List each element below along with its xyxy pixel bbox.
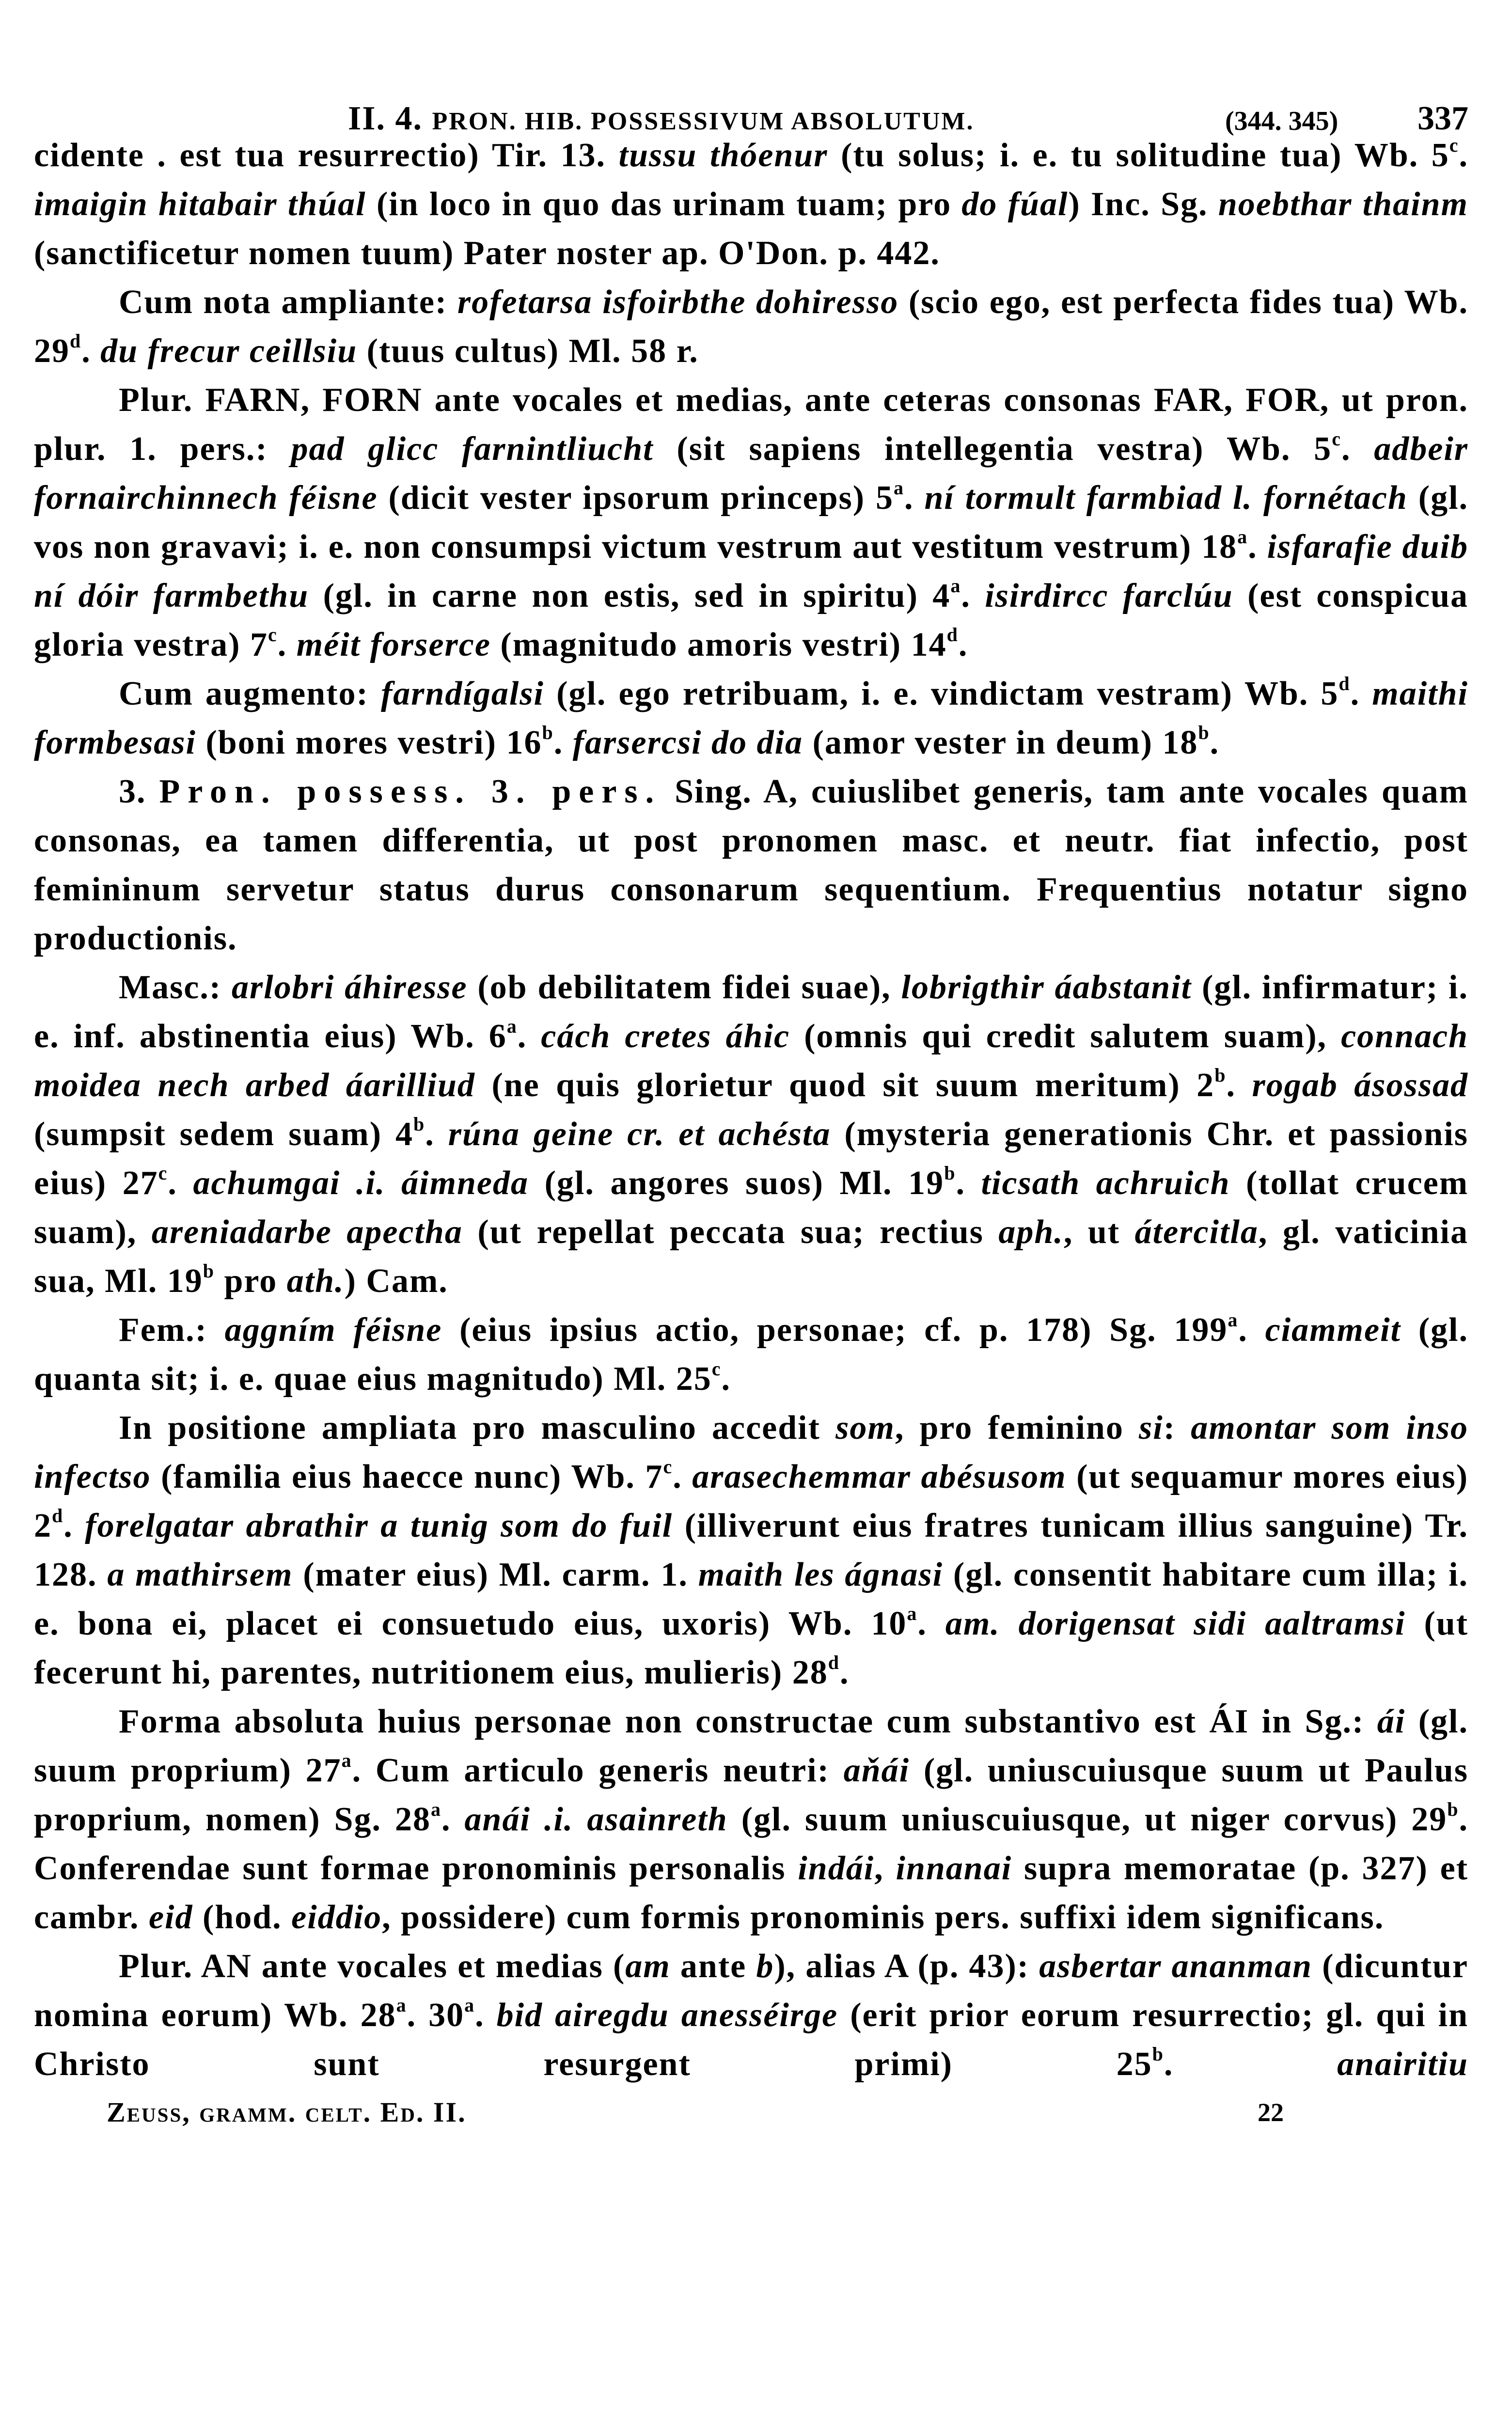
folio-superscript: a (894, 477, 905, 499)
irish-gloss-italic: b (756, 1948, 774, 1985)
folio-superscript: b (413, 1113, 425, 1135)
text-run: . (904, 479, 925, 517)
irish-gloss-italic: ní tormult farmbiad l. fornétach (924, 479, 1408, 517)
text-run: . (441, 1801, 465, 1838)
text-run: In positione ampliata pro masculino accedit (119, 1409, 836, 1447)
folio-superscript: a (341, 1749, 352, 1771)
irish-gloss-italic: du frecur ceillsiu (100, 332, 358, 370)
irish-gloss-italic: aňái (843, 1752, 910, 1789)
text-run: (est conspicua gloria vestra) 7 (34, 577, 1468, 663)
text-run: Fem.: (119, 1311, 225, 1349)
irish-gloss-italic: aggním féisne (224, 1311, 442, 1349)
text-run: . (553, 724, 573, 761)
header-section-number: II. 4. (348, 100, 423, 137)
text-run: (ut repellat peccata sua; rectius (462, 1213, 999, 1251)
irish-gloss-italic: asbertar ananman (1039, 1948, 1312, 1985)
text-run: . (1459, 137, 1468, 174)
text-run: . (63, 1507, 85, 1544)
text-run: , gl. vaticinia sua, Ml. 19 (34, 1213, 1468, 1300)
text-run: (gl. suum proprium) 27 (34, 1703, 1469, 1789)
text-run: . (956, 1164, 981, 1202)
folio-superscript: d (1339, 673, 1351, 694)
text-run: (gl. ego retribuam, i. e. vindictam vestram) Wb. 5 (544, 675, 1339, 712)
text-run: Plur. FARN, FORN ante vocales et medias, ante ceteras consonas FAR, FOR, ut pron. plur. 1. pers.: (34, 381, 1468, 468)
text-run: (erit prior eorum resurrectio; gl. qui in Christo sunt resurgent primi) 25 (34, 1997, 1469, 2083)
paragraph (34, 767, 1468, 963)
footer-sheet-number: 22 (1258, 2098, 1284, 2127)
text-run: . (917, 1605, 945, 1642)
text-run: (sumpsit sedem suam) 4 (34, 1116, 414, 1153)
folio-superscript: c (158, 1162, 168, 1184)
folio-superscript: c (711, 1358, 722, 1380)
irish-gloss-italic: átercitla (1134, 1213, 1259, 1251)
text-run: (ob debilitatem fidei suae), (467, 969, 901, 1006)
folio-superscript: c (1332, 428, 1341, 450)
text-run: (gl. angores suos) Ml. 19 (528, 1164, 945, 1202)
text-run: Plur. AN ante vocales et medias ( (119, 1948, 626, 1985)
text-run: Cum augmento: (119, 675, 381, 712)
irish-gloss-italic: do fúal (961, 186, 1069, 223)
folio-superscript: c (268, 624, 278, 645)
text-run: (ut fecerunt hi, parentes, nutritionem eius, mulieris) 28 (34, 1605, 1469, 1691)
text-run: (gl. quanta sit; i. e. quae eius magnitudo) Ml. 25 (34, 1311, 1468, 1398)
folio-superscript: b (203, 1260, 215, 1282)
irish-gloss-italic: ath. (286, 1262, 345, 1300)
text-run: . (168, 1164, 193, 1202)
text-run: (dicit vester ipsorum princeps) 5 (378, 479, 894, 517)
header-section-refs: (344. 345) (1225, 106, 1339, 136)
text-run: (gl. consentit habitare cum illa; i. e. bona ei, placet ei consuetudo eius, uxoris) Wb. 10 (34, 1556, 1469, 1642)
irish-gloss-italic: farndígalsi (380, 675, 545, 712)
paragraph (34, 1403, 1468, 1697)
text-run: , possidere) cum formis pronominis pers. suffixi idem significans. (382, 1899, 1385, 1936)
text-run: (mysteria generationis Chr. et passionis eius) 27 (34, 1116, 1469, 1202)
irish-gloss-italic: anái .i. asainreth (464, 1801, 728, 1838)
paragraph (34, 1306, 1468, 1403)
irish-gloss-italic: eid (148, 1899, 193, 1936)
folio-superscript: d (52, 1505, 64, 1526)
irish-gloss-italic: a mathirsem (107, 1556, 293, 1593)
folio-superscript: a (396, 1994, 407, 2016)
irish-gloss-italic: achumgai .i. áimneda (193, 1164, 529, 1202)
text-run: . (1164, 2045, 1338, 2083)
text-run: . (1238, 1311, 1265, 1349)
text-run: . Conferendae sunt formae pronominis personalis (34, 1801, 1468, 1887)
irish-gloss-italic: forelgatar abrathir a tunig som do fuil (85, 1507, 673, 1544)
irish-gloss-italic: isirdircc farclúu (985, 577, 1233, 614)
text-run: ) Inc. Sg. (1068, 186, 1218, 223)
folio-superscript: a (506, 1015, 518, 1037)
irish-gloss-italic: aph. (998, 1213, 1064, 1251)
text-run: . (1210, 724, 1220, 761)
text-run: (boni mores vestri) 16 (196, 724, 542, 761)
text-run: Cum nota ampliante: (119, 283, 457, 321)
text-run: , (874, 1850, 896, 1887)
irish-gloss-italic: imaigin hitabair thúal (34, 186, 366, 223)
folio-superscript: a (1237, 526, 1248, 548)
text-run: . Cum articulo generis neutri: (352, 1752, 844, 1789)
irish-gloss-italic: arlobri áhiresse (232, 969, 468, 1006)
text-run: 3. (119, 773, 159, 810)
folio-superscript: b (542, 722, 554, 743)
folio-superscript: b (1198, 722, 1210, 743)
paragraph (34, 669, 1468, 767)
text-run: (eius ipsius actio, personae; cf. p. 178) Sg. 199 (442, 1311, 1228, 1349)
text-run: (in loco in quo das urinam tuam; pro (366, 186, 962, 223)
text-run: (tollat crucem suam), (34, 1164, 1469, 1251)
text-run: supra memoratae (p. 327) et cambr. (34, 1850, 1469, 1936)
text-run: (gl. infirmatur; i. e. inf. abstinentia eius) Wb. 6 (34, 969, 1468, 1055)
text-run: (tuus cultus) Ml. 58 r. (357, 332, 699, 370)
text-run: : (1163, 1409, 1191, 1447)
irish-gloss-italic: cách cretes áhic (541, 1018, 790, 1055)
text-run: Pron. possess. 3. pers. (159, 773, 662, 810)
folio-superscript: a (950, 575, 961, 597)
paragraph (34, 278, 1468, 376)
text-run: (gl. suum uniuscuiusque, ut niger corvus) 29 (727, 1801, 1448, 1838)
folio-superscript: a (907, 1603, 918, 1624)
text-run: (ut sequamur mores eius) 2 (34, 1458, 1469, 1544)
text-run: . (1248, 528, 1267, 566)
text-run: . (721, 1360, 731, 1398)
folio-superscript: b (944, 1162, 956, 1184)
irish-gloss-italic: ái (1377, 1703, 1406, 1740)
irish-gloss-italic: rúna geine cr. et achésta (448, 1116, 831, 1153)
irish-gloss-italic: am (625, 1948, 671, 1985)
paragraph (34, 963, 1468, 1306)
irish-gloss-italic: maithi formbesasi (34, 675, 1469, 761)
irish-gloss-italic: areniadarbe apectha (151, 1213, 463, 1251)
text-run: (amor vester in deum) 18 (803, 724, 1198, 761)
irish-gloss-italic: adbeir fornairchinnech féisne (34, 430, 1469, 517)
text-run: Sing. A, cuiuslibet generis, tam ante vocales quam consonas, ea tamen differentia, ut post pronomen masc. et neutr. fiat infectio, post femininum servetur status durus consonarum sequentium. Frequentius notatur signo productionis. (34, 773, 1468, 957)
text-run: (familia eius haecce nunc) Wb. 7 (151, 1458, 663, 1495)
irish-gloss-italic: bid airegdu anesséirge (496, 1997, 838, 2034)
irish-gloss-italic: tussu thóenur (618, 137, 828, 174)
text-run: . (673, 1458, 693, 1495)
irish-gloss-italic: am. dorigensat sidi aaltramsi (945, 1605, 1406, 1642)
folio-superscript: c (663, 1456, 673, 1478)
text-run: Masc.: (119, 969, 232, 1006)
text-run: , pro feminino (895, 1409, 1139, 1447)
text-run: (gl. vos non gravavi; i. e. non consumpsi victum vestrum aut vestitum vestrum) 18 (34, 479, 1469, 566)
irish-gloss-italic: maith les ágnasi (698, 1556, 944, 1593)
text-run: . (277, 626, 297, 663)
irish-gloss-italic: connach moidea nech arbed áarilliud (34, 1018, 1469, 1104)
text-run: pro (214, 1262, 287, 1300)
paragraph (34, 1697, 1468, 1942)
text-run: . (839, 1654, 850, 1691)
body-text (34, 131, 1468, 2089)
text-run: (hod. (193, 1899, 292, 1936)
folio-superscript: b (1152, 2043, 1164, 2065)
folio-superscript: a (1228, 1309, 1239, 1331)
irish-gloss-italic: rogab ásossad (1252, 1067, 1468, 1104)
paragraph (34, 1942, 1468, 2089)
text-run: (ne quis glorietur quod sit suum meritum) 2 (475, 1067, 1215, 1104)
text-run: . 30 (407, 1997, 465, 2034)
folio-superscript: d (946, 624, 959, 645)
text-run: (sit sapiens intellegentia vestra) Wb. 5 (653, 430, 1332, 468)
irish-gloss-italic: lobrigthir áabstanit (901, 969, 1192, 1006)
text-run: (scio ego, est perfecta fides tua) Wb. 29 (34, 283, 1468, 370)
irish-gloss-italic: isfarafie duib ní dóir farmbethu (34, 528, 1468, 614)
text-run: . (475, 1997, 497, 2034)
footer-signature: Zeuss, gramm. celt. Ed. II. (107, 2096, 467, 2128)
irish-gloss-italic: indái (798, 1850, 875, 1887)
text-run: ) Cam. (344, 1262, 448, 1300)
text-run: (mater eius) Ml. carm. 1. (293, 1556, 698, 1593)
folio-superscript: b (1214, 1064, 1227, 1086)
irish-gloss-italic: si (1139, 1409, 1164, 1447)
text-run: (omnis qui credit salutem suam), (790, 1018, 1341, 1055)
text-run: . (1350, 675, 1372, 712)
irish-gloss-italic: ciammeit (1265, 1311, 1401, 1349)
text-run: (dicuntur nomina eorum) Wb. 28 (34, 1948, 1469, 2034)
irish-gloss-italic: som (835, 1409, 895, 1447)
folio-superscript: b (1447, 1798, 1459, 1820)
folio-superscript: d (70, 330, 82, 352)
text-run: cidente . est tua resurrectio) Tir. 13. (34, 137, 619, 174)
irish-gloss-italic: anairitiu (1337, 2045, 1468, 2083)
folio-superscript: a (431, 1798, 441, 1820)
irish-gloss-italic: innanai (896, 1850, 1012, 1887)
irish-gloss-italic: ticsath achruich (981, 1164, 1230, 1202)
text-run: (gl. in carne non estis, sed in spiritu) 4 (309, 577, 951, 614)
text-run: (magnitudo amoris vestri) 14 (490, 626, 947, 663)
text-run: (tu solus; i. e. tu solitudine tua) Wb. 5 (828, 137, 1449, 174)
text-run: . (1341, 430, 1374, 468)
irish-gloss-italic: amontar som inso infectso (34, 1409, 1468, 1495)
text-run: (gl. uniuscuiusque suum ut Paulus proprium, nomen) Sg. 28 (34, 1752, 1468, 1838)
text-run: , ut (1063, 1213, 1135, 1251)
folio-superscript: a (464, 1994, 475, 2016)
text-run: ante (670, 1948, 756, 1985)
text-run: (sanctificetur nomen tuum) Pater noster ap. O'Don. p. 442. (34, 235, 940, 272)
text-run: Forma absoluta huius personae non constructae cum substantivo est ÁI in Sg.: (119, 1703, 1377, 1740)
irish-gloss-italic: méit forserce (296, 626, 491, 663)
header-title-text: PRON. HIB. POSSESSIVUM ABSOLUTUM. (432, 108, 975, 135)
text-run: . (81, 332, 101, 370)
page-footer (107, 2095, 1415, 2130)
text-run: (illiverunt eius fratres tunicam illius sanguine) Tr. 128. (34, 1507, 1469, 1593)
text-run: . (958, 626, 968, 663)
page-number: 337 (1418, 100, 1468, 137)
text-run: ), alias A (p. 43): (774, 1948, 1040, 1985)
text-run: . (425, 1116, 448, 1153)
irish-gloss-italic: farsercsi do dia (572, 724, 803, 761)
text-run: . (517, 1018, 541, 1055)
irish-gloss-italic: eiddio (291, 1899, 382, 1936)
folio-superscript: d (828, 1652, 840, 1673)
running-header (348, 0, 1468, 137)
folio-superscript: c (1449, 134, 1459, 156)
text-run: . (961, 577, 985, 614)
header-title (348, 99, 974, 141)
irish-gloss-italic: pad glicc farnintliucht (291, 430, 654, 468)
irish-gloss-italic: rofetarsa isfoirbthe dohiresso (457, 283, 899, 321)
text-run: . (1226, 1067, 1252, 1104)
irish-gloss-italic: noebthar thainm (1218, 186, 1469, 223)
paragraph (34, 131, 1468, 278)
irish-gloss-italic: arasechemmar abésusom (692, 1458, 1067, 1495)
paragraph (34, 376, 1468, 669)
